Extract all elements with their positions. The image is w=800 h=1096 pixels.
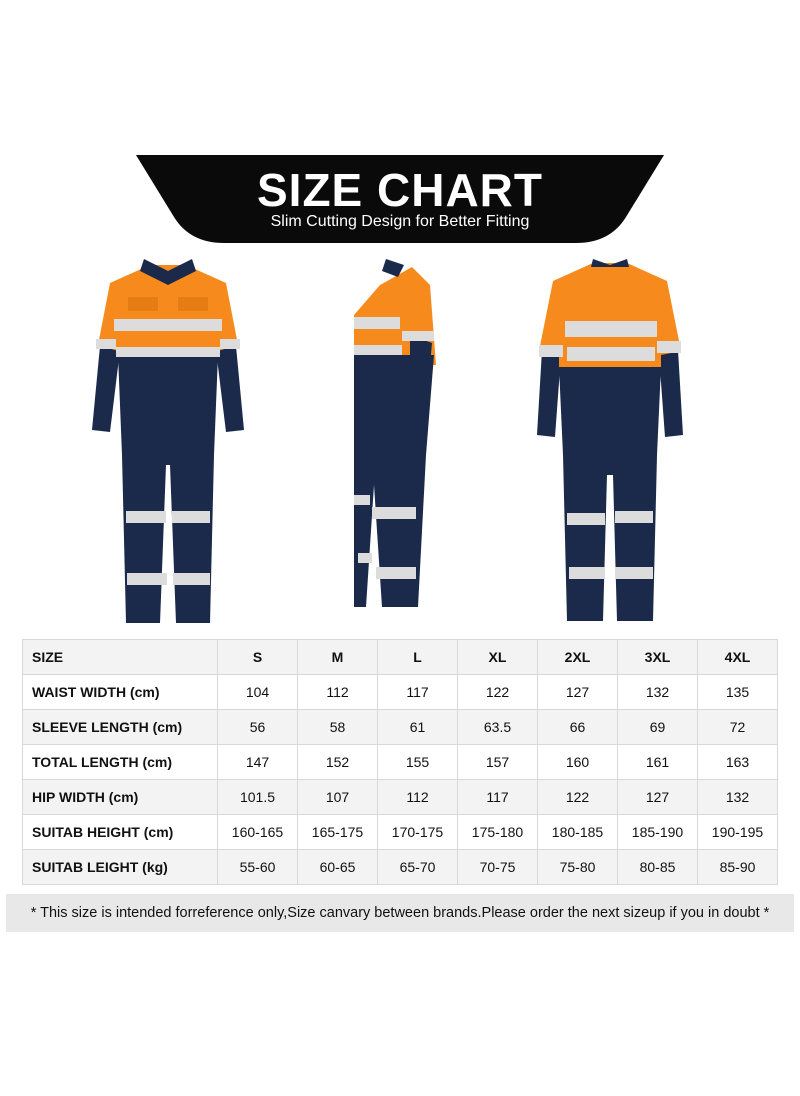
row-label: TOTAL LENGTH (cm) — [23, 745, 218, 780]
table-cell: 180-185 — [538, 815, 618, 850]
table-cell: 58 — [298, 710, 378, 745]
table-row-suitable-height — [23, 815, 778, 850]
page-subtitle: Slim Cutting Design for Better Fitting — [270, 213, 530, 230]
row-label: SLEEVE LENGTH (cm) — [23, 710, 218, 745]
table-cell: 80-85 — [618, 850, 698, 885]
size-table — [22, 639, 778, 885]
table-cell: 122 — [458, 675, 538, 710]
table-cell: 185-190 — [618, 815, 698, 850]
table-cell: 75-80 — [538, 850, 618, 885]
size-s: S — [218, 640, 298, 675]
row-label: SUITAB LEIGHT (kg) — [23, 850, 218, 885]
table-row-hip-width — [23, 780, 778, 815]
table-cell: 165-175 — [298, 815, 378, 850]
table-cell: 112 — [378, 780, 458, 815]
page-title: SIZE CHART — [257, 164, 543, 216]
table-cell: 69 — [618, 710, 698, 745]
table-cell: 107 — [298, 780, 378, 815]
table-cell: 112 — [298, 675, 378, 710]
table-cell: 190-195 — [698, 815, 778, 850]
table-cell: 175-180 — [458, 815, 538, 850]
table-cell: 66 — [538, 710, 618, 745]
table-cell: 147 — [218, 745, 298, 780]
table-cell: 70-75 — [458, 850, 538, 885]
size-m: M — [298, 640, 378, 675]
row-label: HIP WIDTH (cm) — [23, 780, 218, 815]
table-cell: 152 — [298, 745, 378, 780]
coverall-front-image — [88, 255, 248, 627]
table-cell: 60-65 — [298, 850, 378, 885]
table-cell: 160 — [538, 745, 618, 780]
table-header-row — [23, 640, 778, 675]
table-cell: 61 — [378, 710, 458, 745]
table-cell: 160-165 — [218, 815, 298, 850]
disclaimer-note: * This size is intended forreference only,Size canvary between brands.Please order the next sizeup if you in doubt * — [6, 894, 794, 932]
table-cell: 72 — [698, 710, 778, 745]
table-row-total-length — [23, 745, 778, 780]
table-row-sleeve-length — [23, 710, 778, 745]
table-cell: 117 — [378, 675, 458, 710]
table-cell: 155 — [378, 745, 458, 780]
size-xl: XL — [458, 640, 538, 675]
table-row-suitable-weight — [23, 850, 778, 885]
table-cell: 104 — [218, 675, 298, 710]
row-label: WAIST WIDTH (cm) — [23, 675, 218, 710]
size-3xl: 3XL — [618, 640, 698, 675]
table-cell: 122 — [538, 780, 618, 815]
size-header-label: SIZE — [23, 640, 218, 675]
table-cell: 132 — [698, 780, 778, 815]
table-cell: 65-70 — [378, 850, 458, 885]
table-cell: 56 — [218, 710, 298, 745]
table-cell: 161 — [618, 745, 698, 780]
table-cell: 170-175 — [378, 815, 458, 850]
table-row-waist-width — [23, 675, 778, 710]
table-cell: 157 — [458, 745, 538, 780]
table-cell: 117 — [458, 780, 538, 815]
title-banner — [136, 155, 664, 243]
size-2xl: 2XL — [538, 640, 618, 675]
table-cell: 85-90 — [698, 850, 778, 885]
row-label: SUITAB HEIGHT (cm) — [23, 815, 218, 850]
table-cell: 101.5 — [218, 780, 298, 815]
coverall-side-image — [340, 255, 450, 627]
table-cell: 55-60 — [218, 850, 298, 885]
table-cell: 132 — [618, 675, 698, 710]
size-4xl: 4XL — [698, 640, 778, 675]
table-cell: 163 — [698, 745, 778, 780]
table-cell: 63.5 — [458, 710, 538, 745]
table-cell: 127 — [538, 675, 618, 710]
table-cell: 135 — [698, 675, 778, 710]
size-l: L — [378, 640, 458, 675]
coverall-back-image — [535, 255, 685, 627]
table-cell: 127 — [618, 780, 698, 815]
